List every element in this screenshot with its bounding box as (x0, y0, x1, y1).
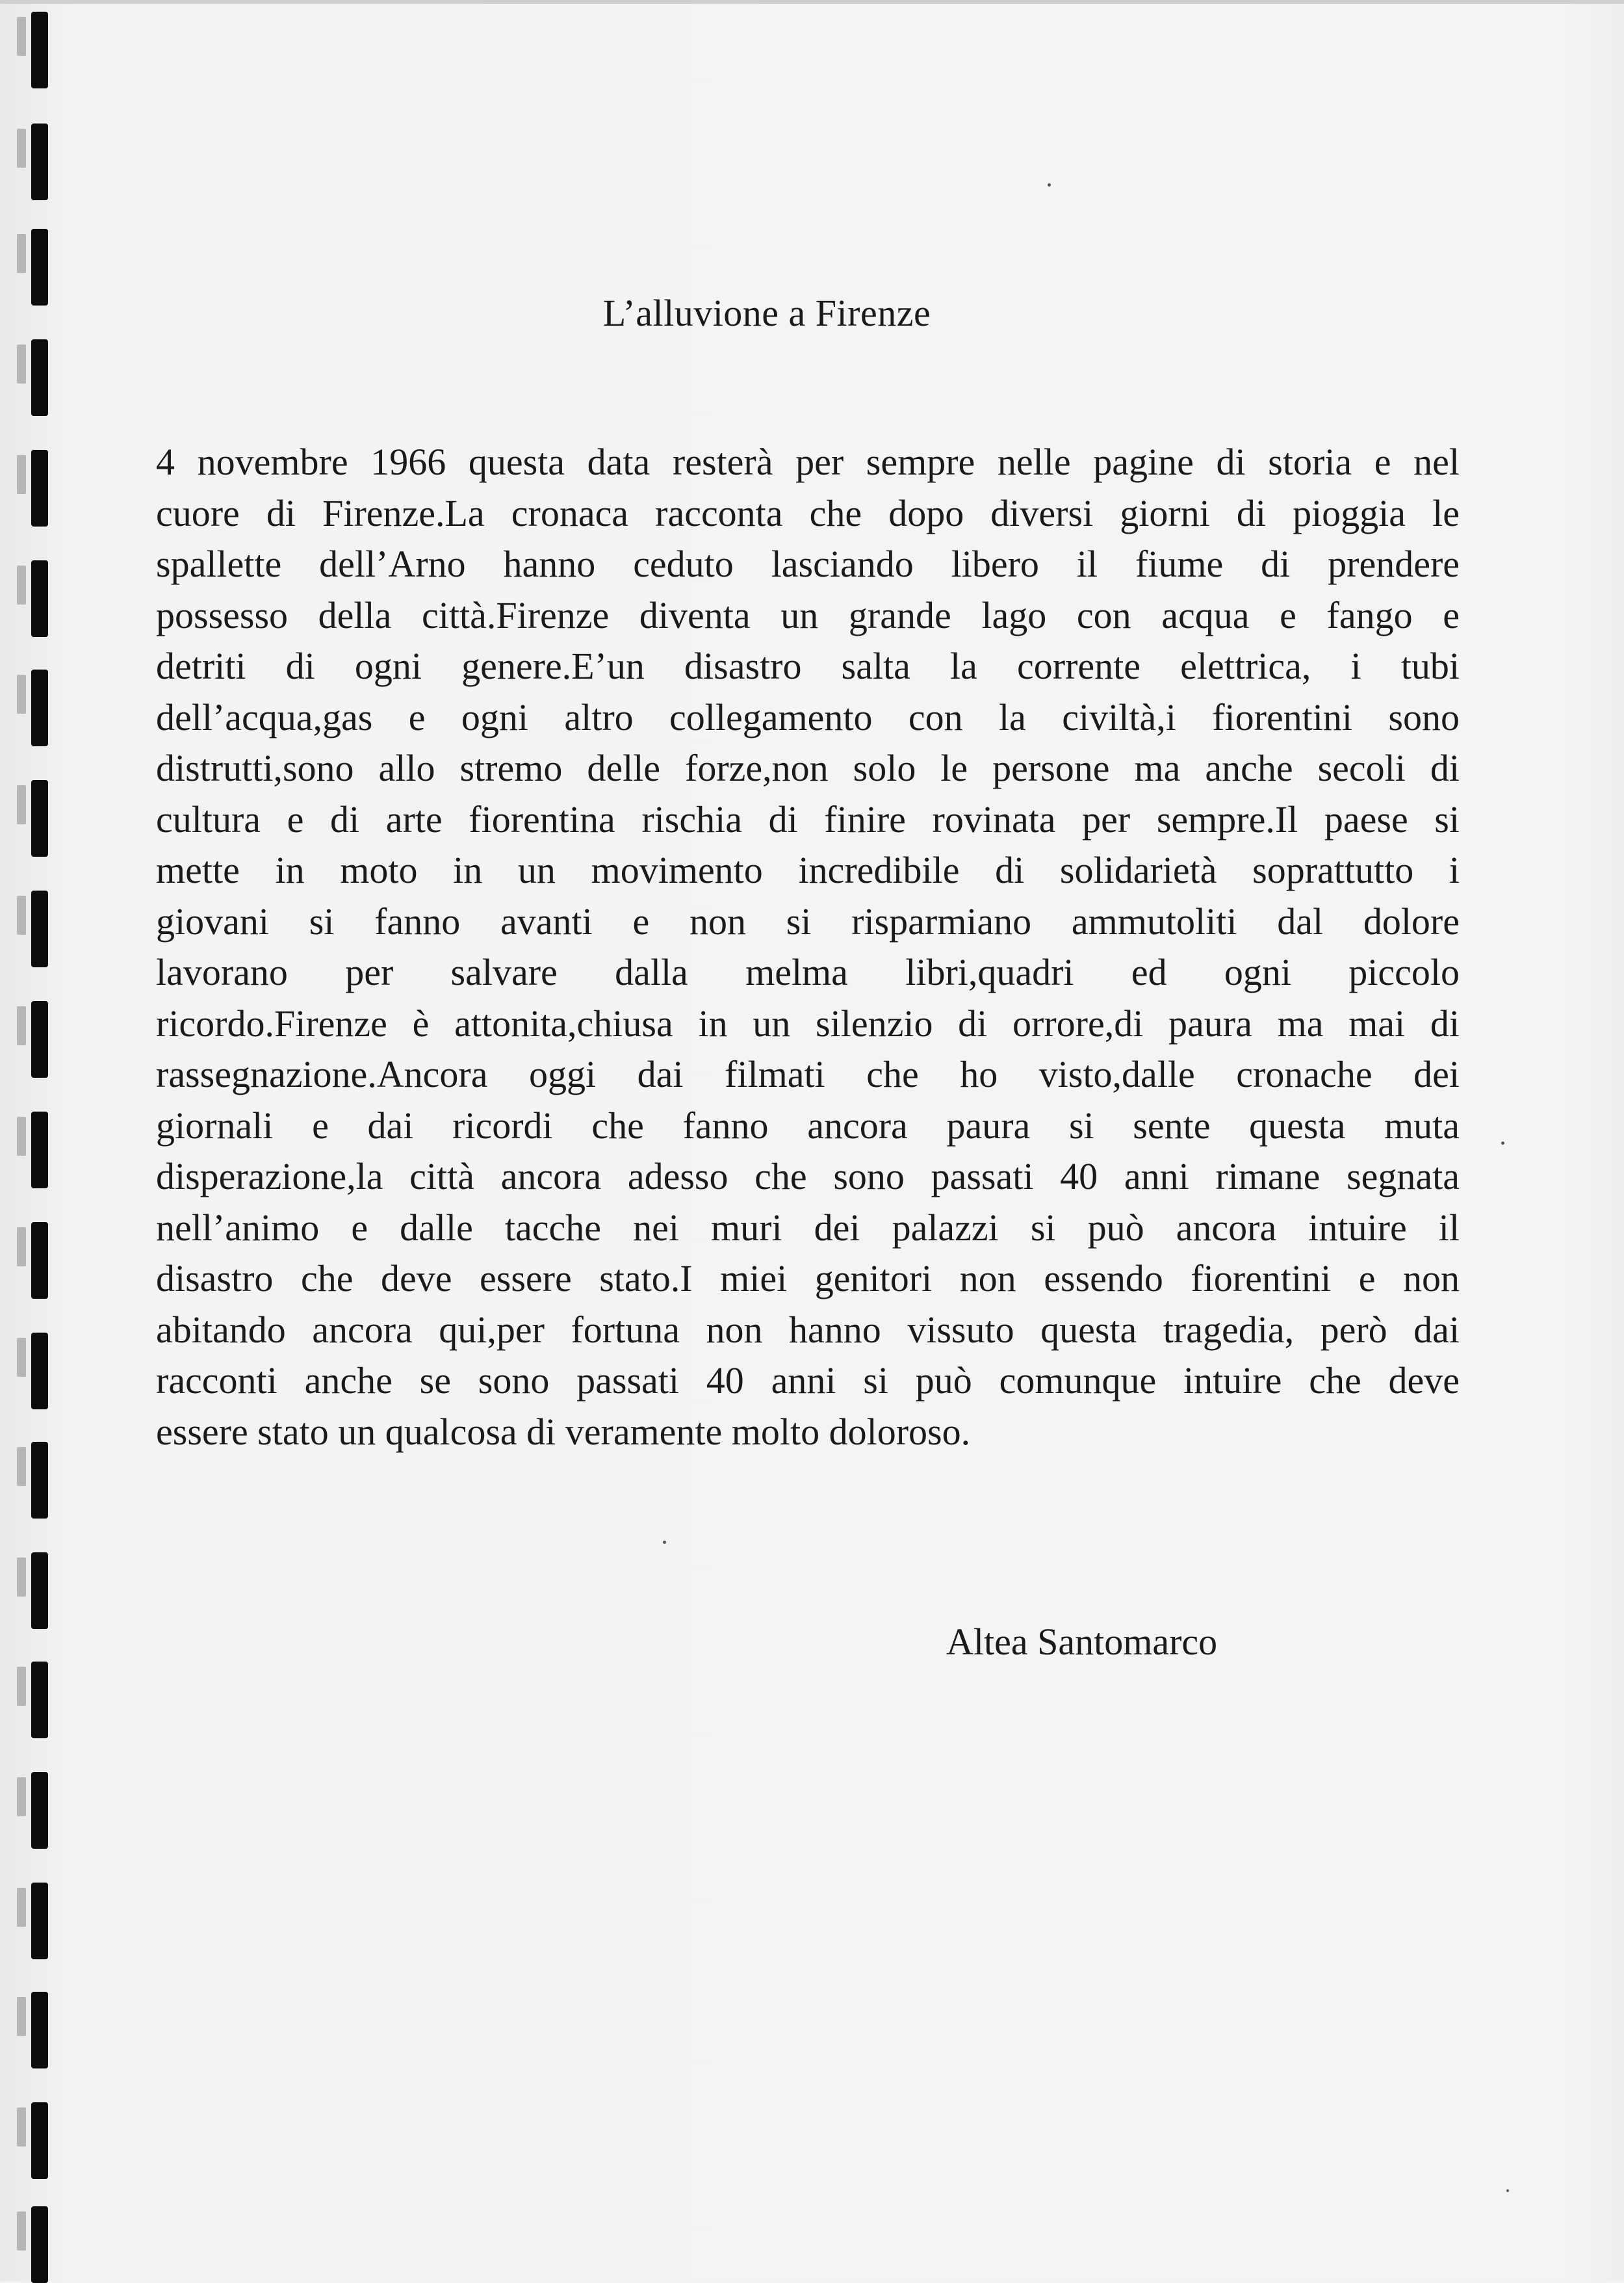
binding-hole (31, 670, 48, 746)
text-line: disperazione,la città ancora adesso che sono passati 40 anni rimane segnata (156, 1155, 1460, 1197)
text-line: giornali e dai ricordi che fanno ancora paura si sente questa muta (156, 1104, 1460, 1147)
binding-hole (31, 560, 48, 637)
binding-hole (31, 2102, 48, 2179)
scan-speck (663, 1541, 666, 1544)
body-paragraph (156, 437, 1460, 1457)
text-line: 4 novembre 1966 questa data resterà per sempre nelle pagine di storia e nel (156, 441, 1460, 483)
binding-hole (31, 780, 48, 857)
document-title: L’alluvione a Firenze (602, 292, 931, 334)
binding-hole (31, 124, 48, 200)
text-line: cuore di Firenze.La cronaca racconta che dopo diversi giorni di pioggia le (156, 491, 1460, 534)
binding-hole (31, 1662, 48, 1738)
binding-hole (31, 1222, 48, 1299)
text-line: mette in moto in un movimento incredibile di solidarietà soprattutto i (156, 849, 1460, 891)
binding-hole (31, 1992, 48, 2068)
author-signature: Altea Santomarco (946, 1621, 1218, 1663)
binding-hole (31, 1442, 48, 1519)
text-line: dell’acqua,gas e ogni altro collegamento con la civiltà,i fiorentini sono (156, 696, 1460, 738)
text-line: rassegnazione.Ancora oggi dai filmati che ho visto,dalle cronache dei (156, 1053, 1460, 1095)
text-line: detriti di ogni genere.E’un disastro salta la corrente elettrica, i tubi (156, 645, 1460, 687)
text-line: lavorano per salvare dalla melma libri,quadri ed ogni piccolo (156, 951, 1460, 993)
text-line: giovani si fanno avanti e non si risparmiano ammutoliti dal dolore (156, 900, 1460, 943)
binding-hole (31, 1552, 48, 1629)
page-top-edge (0, 0, 1624, 4)
text-line: racconti anche se sono passati 40 anni si può comunque intuire che deve (156, 1359, 1460, 1402)
scan-speck (1506, 2189, 1509, 2192)
text-line: disastro che deve essere stato.I miei genitori non essendo fiorentini e non (156, 1257, 1460, 1299)
binding-hole (31, 2206, 48, 2283)
text-line: distrutti,sono allo stremo delle forze,non solo le persone ma anche secoli di (156, 747, 1460, 789)
binding-hole (31, 891, 48, 967)
binding-hole (31, 1112, 48, 1188)
scan-speck (1501, 1142, 1504, 1145)
text-line: essere stato un qualcosa di veramente molto doloroso. (156, 1410, 971, 1453)
text-line: ricordo.Firenze è attonita,chiusa in un silenzio di orrore,di paura ma mai di (156, 1002, 1460, 1045)
binding-hole (31, 1333, 48, 1409)
text-line: cultura e di arte fiorentina rischia di finire rovinata per sempre.Il paese si (156, 798, 1460, 841)
text-line: spallette dell’Arno hanno ceduto lasciando libero il fiume di prendere (156, 543, 1460, 585)
binding-hole (31, 1772, 48, 1849)
binding-hole (31, 339, 48, 416)
binding-hole (31, 1001, 48, 1078)
binding-hole (31, 450, 48, 527)
binding-hole (31, 1883, 48, 1959)
text-line: nell’animo e dalle tacche nei muri dei palazzi si può ancora intuire il (156, 1206, 1460, 1249)
spiral-binding-holes (9, 0, 61, 2281)
binding-hole (31, 12, 48, 88)
scan-speck (1048, 183, 1051, 187)
text-line: abitando ancora qui,per fortuna non hanno vissuto questa tragedia, però dai (156, 1308, 1460, 1351)
text-line: possesso della città.Firenze diventa un grande lago con acqua e fango e (156, 594, 1460, 636)
